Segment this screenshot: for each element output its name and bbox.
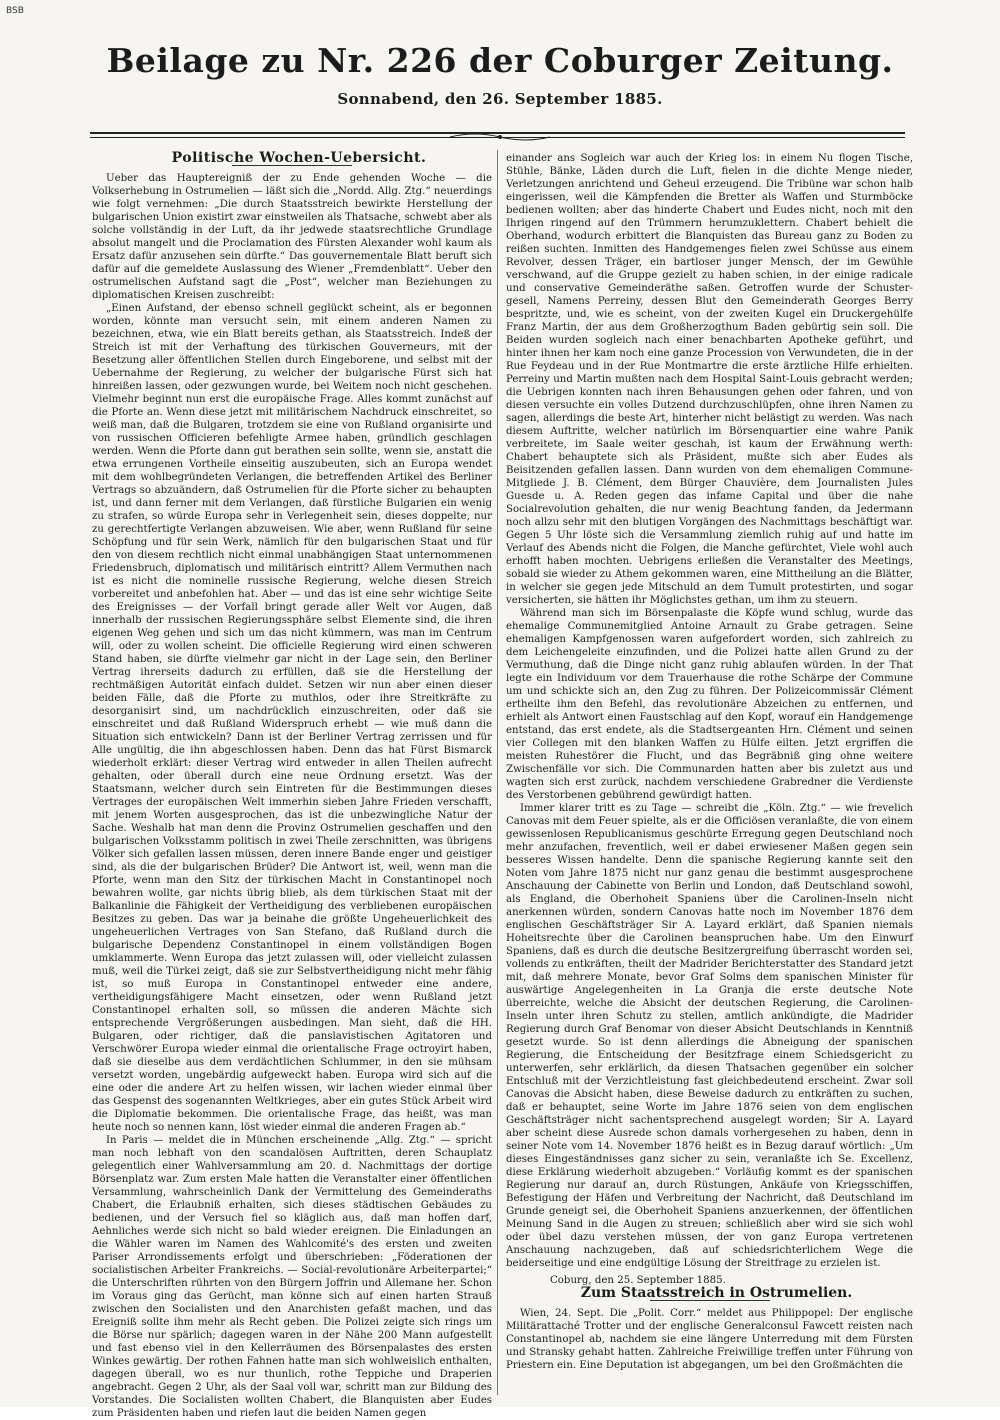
page-title: Beilage zu Nr. 226 der Coburger Zeitung. bbox=[106, 41, 894, 80]
right-column bbox=[506, 152, 913, 1372]
library-stamp: BSB bbox=[6, 6, 24, 16]
article-paragraph: Immer klarer tritt es zu Tage — schreibt die „Köln. Ztg.“ — wie frevelich Canovas mit dem Feuer spielte, als er die Officiösen veranlaßte, die von einem gewissenlosen Republicanismus geschürte Erregung gegen Deutschland noch mehr anzufachen, freventlich, weil er dabei erwiesener Maßen gegen sein besseres Wissen handelte. Denn die spanische Regierung kannte seit den Noten vom Jahre 1875 nicht nur ganz genau die bestimmt ausgesprochene Anschauung der Cabinette von Berlin und London, daß Deutschland sowohl, als England, die Oberhoheit Spaniens über die Carolinen-Inseln nicht anerkennen würden, sondern Canovas hatte noch im November 1876 dem englischen Geschäftsträger Sir A. Layard erklärt, daß Spanien niemals Hoheitsrechte über die Carolinen beanspruchen habe. Um den Einwurf Spaniens, daß es durch die deutsche Besitzergreifung überrascht worden sei, vollends zu entkräften, theilt der Madrider Berichterstatter des Standard jetzt mit, daß mehrere Monate, bevor Graf Solms dem spanischen Minister für auswärtige Angelegenheiten in La Granja die erste deutsche Note überreichte, welche die Absicht der deutschen Regierung, die Carolinen-Inseln unter ihren Schutz zu stellen, amtlich ankündigte, die Madrider Regierung durch Graf Benomar von dieser Absicht Deutschlands in Kenntniß gesetzt wurde. So ist denn allerdings die Abneigung der spanischen Regierung, die Entscheidung der Besitzfrage einem Schiedsgericht zu unterwerfen, sehr erklärlich, da diesen Thatsachen gegenüber ein solcher Entschluß mit der Verzichtleistung fast gleichbedeutend erscheint. Zwar soll Canovas die Absicht haben, diese Beweise dadurch zu entkräften zu suchen, daß er behauptet, seine Worte im Jahre 1876 seien von dem englischen Geschäftsträger nicht sachentsprechend ausgelegt worden; Sir A. Layard aber scheint diese Ausrede schon damals vorhergesehen zu haben, denn in seiner Note vom 14. November 1876 heißt es in Bezug darauf wörtlich: „Um dieses Eingeständnisses ganz sicher zu sein, veranlaßte ich Se. Excellenz, diese Erklärung wiederholt abzugeben.“ Vorläufig kommt es der spanischen Regierung nur darauf an, durch Rüstungen, Ankäufe von Kriegsschiffen, Befestigung der Häfen und Verbreitung der Nachricht, daß Deutschland im Grunde geneigt sei, die Oberhoheit Spaniens anzuerkennen, der öffentlichen Meinung Sand in die Augen zu streuen; schließlich aber wird sie sich wohl oder übel dazu verstehen müssen, der von ganz Europa vertretenen Anschauung nachzugeben, daß auf schiedsrichterlichem Wege die beiderseitige und eine endgültige Lösung der Streitfrage zu erzielen ist. bbox=[506, 803, 913, 1269]
issue-date: Sonnabend, den 26. September 1885. bbox=[337, 89, 663, 108]
article-paragraph: In Paris — meldet die in München erscheinende „Allg. Ztg.“ — spricht man noch lebhaft von den scandalösen Auftritten, deren Schauplatz gelegentlich einer Wahlversammlung am 20. d. Nachmittags der dortige Börsenplatz war. Zum ersten Male hatten die Veranstalter einer öffentlichen Versammlung, wahrscheinlich Dank der Vermittelung des Gemeinderaths Chabert, die Erlaubniß erhalten, sich dieses städtischen Gebäudes zu bedienen, und der Versuch fiel so kläglich aus, daß man hoffen darf, Aehnliches werde sich nicht so bald wieder ereignen. Die Einladungen an die Wähler waren im Namen des Wahlcomité's des ersten und zweiten Pariser Arrondissements erfolgt und überschrieben: „Föderationen der socialistischen Arbeiter Frankreichs. — Social-revolutionäre Arbeiterpartei;“ die Unterschriften rührten von den Bürgern Joffrin und Allemane her. Schon im Voraus ging das Gerücht, man könne sich auf einen harten Strauß zwischen den Socialisten und den Anarchisten gefaßt machen, und das Ereigniß sollte ihm mehr als Recht geben. Die Polizei zeigte sich rings um die Börse nur spärlich; dagegen waren in der Nähe 200 Mann aufgestellt und fast ebenso viel in den Kellerräumen des Börsenpalastes des ersten Winkes gewärtig. Der rothen Fahnen hatte man sich wohlweislich enthalten, dagegen überall, wo es nur thunlich, rothe Teppiche und Draperien angebracht. Gegen 2 Uhr, als der Saal voll war, schritt man zur Bildung des Vorstandes. Die Socialisten wollten Chabert, die Blanquisten aber Eudes zum Präsidenten haben und riefen laut die beiden Namen gegen bbox=[92, 1135, 492, 1419]
signoff-line: Coburg, den 25. September 1885. bbox=[550, 1275, 726, 1286]
ornament-icon bbox=[440, 131, 560, 145]
left-column bbox=[92, 152, 492, 1420]
article-paragraph: „Einen Aufstand, der ebenso schnell geglückt scheint, als er begonnen worden, könnte man versucht sein, mit einem anderen Namen zu bezeichnen, etwa, wie ein Blatt bereits gethan, als Staatsstreich. Indeß der Streich ist mit der Verhaftung des türkischen Gouverneurs, mit der Besetzung aller öffentlichen Stellen durch Eingeborene, und selbst mit der Uebernahme der Regierung, zu welcher der bulgarische Fürst sich hat hinreißen lassen, oder gezwungen wurde, bei Weitem noch nicht geschehen. Vielmehr beginnt nun erst die europäische Frage. Alles kommt zunächst auf die Pforte an. Wenn diese jetzt mit militärischem Nachdruck einschreitet, so weiß man, daß die Bulgaren, trotzdem sie eine von Rußland organisirte und von russischen Officieren befehligte Armee haben, gründlich geschlagen werden. Wenn die Pforte dann gut berathen sein sollte, wenn sie, anstatt die etwa errungenen Vortheile einseitig auszubeuten, sich an Europa wendet mit dem wohlbegründeten Verlangen, die betreffenden Artikel des Berliner Vertrags so abzuändern, daß Ostrumelien für die Pforte sicher zu behaupten ist, und dann ferner mit dem Verlangen, daß fürstliche Bulgarien ein wenig zu strafen, so würde Europa sehr in Verlegenheit sein, dieses doppelte, nur zu gerechtfertigte Verlangen abzuweisen. Wie aber, wenn Rußland für seine Schöpfung und für sein Werk, nämlich für den bulgarischen Staat und für den von diesem rechtlich nicht einmal unabhängigen Staat unternommenen Friedensbruch, diplomatisch und militärisch eintritt? Allem Vermuthen nach ist es nicht die nominelle russische Regierung, welche diesen Streich vorbereitet und anbefohlen hat. Aber — und das ist eine sehr wichtige Seite des Ereignisses — der Vorfall bringt gerade aller Welt vor Augen, daß innerhalb der russischen Regierungssphäre selbst Elemente sind, die ihren eigenen Weg gehen und sich um das nicht kümmern, was man im Centrum will, oder zu wollen scheint. Die officielle Regierung wird einen schweren Stand haben, sie dürfte vielmehr gar nicht in der Lage sein, den Berliner Vertrag ihrerseits dadurch zu erfüllen, daß sie die Herstellung der rechtmäßigen Autorität einfach duldet. Setzen wir nun aber einen dieser beiden Fälle, daß die Pforte zu muthlos, oder ihre Streitkräfte zu desorganisirt sind, um nachdrücklich einzuschreiten, oder daß sie einschreitet und daß Rußland Widerspruch erhebt — wie muß dann die Situation sich entwickeln? Dann ist der Berliner Vertrag zerrissen und für Alle ungültig, die ihn abgeschlossen haben. Denn das hat Fürst Bismarck wiederholt erklärt: dieser Vertrag wird entweder in allen Theilen aufrecht gehalten, oder überall durch eine neue Ordnung ersetzt. Was der Staatsmann, welcher durch sein Eintreten für die Bestimmungen dieses Vertrages der europäischen Welt immerhin sieben Jahre Frieden verschafft, mit jenem Worten ausgesprochen, das ist die unbezwingliche Natur der Sache. Weshalb hat man denn die Provinz Ostrumelien geschaffen und den bulgarischen Volksstamm politisch in zwei Theile zerschnitten, was übrigens Völker sich gefallen lassen müssen, deren innere Bande enger und geistiger sind, als die der bulgarischen Brüder? Die Antwort ist, weil, wenn man die Pforte, wenn man den Sitz der türkischen Macht in Constantinopel noch bewahren wollte, gar nichts übrig blieb, als dem türkischen Staat mit der Balkanlinie die Fähigkeit der Vertheidigung des verbliebenen europäischen Besitzes zu geben. Das war ja beinahe die größte Ungeheuerlichkeit des ungeheuerlichen Vertrages von San Stefano, daß Rußland durch die bulgarische Dependenz Constantinopel in einem vollständigen Bogen umklammerte. Wenn Europa das jetzt zulassen will, oder vielleicht zulassen muß, weil die Türkei zeigt, daß sie zur Selbstvertheidigung nicht mehr fähig ist, so muß Europa in Constantinopel entweder eine andere, vertheidigungsfähigere Macht einsetzen, oder wenn Rußland jetzt Constantinopel erhalten soll, so müssen die anderen Mächte sich entsprechende Vergrößerungen ausbedingen. Man sieht, daß die HH. Bulgaren, oder richtiger, daß die panslavistischen Agitatoren und Verschwörer Europa wieder einmal die orientalische Frage octroyirt haben, daß sie dieselbe aus dem verdächtlichen Schlummer, in den sie mühsam versetzt worden, ungebärdig aufgeweckt haben. Europa wird sich auf die eine oder die andere Art zu helfen wissen, wir lachen wieder einmal über das Gespenst des sogenannten Weltkrieges, aber ein gutes Stück Arbeit wird die Diplomatie bekommen. Die orientalische Frage, das heißt, was man heute noch so nennen kann, löst wieder einmal die anderen Fragen ab.“ bbox=[92, 303, 492, 1133]
masthead bbox=[60, 42, 940, 108]
section-heading: Politische Wochen-Uebersicht. bbox=[171, 150, 427, 166]
column-divider bbox=[497, 150, 498, 1395]
article-paragraph: einander ans Sogleich war auch der Krieg los: in einem Nu flogen Tische, Stühle, Bänke, Läden durch die Luft, fielen in die dichte Menge nieder, Verletzungen anrichtend und Geheul erzeugend. Die Tribüne war schon halb eingerissen, weil die Kämpfenden die Bretter als Waffen und Sturmböcke bedienen wollten; aber das hinderte Chabert und Eudes nicht, noch mit den Ihrigen ringend auf den Trümmern herumzuklettern. Chabert behielt die Oberhand, wodurch erbittert die Blanquisten das Bureau ganz zu Boden zu reißen suchten. Inmitten des Handgemenges fielen zwei Schüsse aus einem Revolver, dessen Träger, ein bartloser junger Mensch, der im Gewühle verschwand, auf die Gruppe gezielt zu haben schien, in der einige radicale und conservative Gemeinderäthe saßen. Getroffen wurde der Schuster- gesell, Namens Perreiny, dessen Blut den Gemeinderath Georges Berry bespritzte, und, wie es scheint, von der zweiten Kugel ein Druckergehülfe Franz Martin, der aus dem Großherzogthum Baden gebürtig sein soll. Die Beiden wurden sogleich nach einer benachbarten Apotheke geführt, und hinter ihnen her kam noch eine ganze Procession von Verwundeten, die in der Rue Feydeau und in der Rue Montmartre die erste ärztliche Hilfe erhielten. Perreiny und Martin mußten nach dem Hospital Saint-Louis gebracht werden; die Uebrigen konnten nach ihren Behausungen gehen oder fahren, und von diesen versuchte ein volles Dutzend durchzuschlüpfen, ohne ihren Namen zu sagen, allerdings die beste Art, hinterher nicht belästigt zu werden. Was nach diesem Auftritte, welcher natürlich im Börsenquartier eine wahre Panik verbreitete, im Saale weiter geschah, ist kaum der Erwähnung werth: Chabert behauptete sich als Präsident, mußte sich aber Eudes als Beisitzenden gefallen lassen. Dann wurden von dem ehemaligen Commune-Mitgliede J. B. Clément, dem Bürger Chauvière, dem Journalisten Jules Guesde u. A. Reden gegen das infame Capital und über die nahe Socialrevolution gehalten, die nur wenig Beachtung fanden, da Jedermann noch allzu sehr mit den blutigen Vorgängen des Nachmittags beschäftigt war. Gegen 5 Uhr löste sich die Versammlung ziemlich ruhig auf und hatte im Verlauf des Abends nicht die Folgen, die Manche gefürchtet, Viele wohl auch erhofft haben mochten. Uebrigens erließen die Veranstalter des Meetings, sobald sie wieder zu Athem gekommen waren, eine Mittheilung an die Blätter, in welcher sie gegen jede Mitschuld an dem Tumult protestirten, und sogar versicherten, sie hätten ihr Möglichstes gethan, um ihm zu steuern. bbox=[506, 153, 913, 606]
article-paragraph: Während man sich im Börsenpalaste die Köpfe wund schlug, wurde das ehemalige Communemitglied Antoine Arnault zu Grabe getragen. Seine ehemaligen Kampfgenossen waren aufgefordert worden, sich zahlreich zu dem Leichengeleite einzufinden, und die Polizei hatte allen Grund zu der Vermuthung, daß die Dinge nicht ganz ruhig ablaufen würden. In der That legte ein Individuum vor dem Trauerhause die rothe Schärpe der Commune um und schickte sich an, den Zug zu führen. Der Polizeicommissär Clément ertheilte ihm den Befehl, das revolutionäre Abzeichen zu entfernen, und erhielt als Antwort einen Faustschlag auf den Kopf, worauf ein Handgemenge entstand, das erst endete, als die Stadtsergeanten Hrn. Clément und seinen vier Collegen mit den blanken Waffen zu Hülfe eilten. Jetzt ergriffen die meisten Ruhestörer die Flucht, und das Begräbniß ging ohne weitere Zwischenfälle vor sich. Die Communarden hatten aber bis zuletzt aus und wagten sich erst zurück, nachdem verschiedene Grabredner die Verdienste des Verstorbenen gebührend gewürdigt hatten. bbox=[506, 608, 913, 801]
article-paragraph: Wien, 24. Sept. Die „Polit. Corr.“ meldet aus Philippopel: Der englische Militärattaché Trotter und der englische Generalconsul Fawcett reisten nach Constantinopel ab, nachdem sie eine längere Unterredung mit dem Fürsten und Stransky gehabt hatten. Zahlreiche Freiwillige treffen unter Führung von Priestern ein. Eine Deputation ist abgegangen, um bei den Großmächten die bbox=[506, 1308, 913, 1371]
section-heading-2: Zum Staatsstreich in Ostrumelien. bbox=[580, 1285, 853, 1301]
article-paragraph: Ueber das Hauptereigniß der zu Ende gehenden Woche — die Volkserhebung in Ostrumelien — läßt sich die „Nordd. Allg. Ztg.“ neuerdings wie folgt vernehmen: „Die durch Staatsstreich bewirkte Herstellung der bulgarischen Union existirt zwar einstweilen als Thatsache, schwebt aber als solche vollständig in der Luft, da ihr jedwede staatsrechtliche Grundlage absolut mangelt und die Proclamation des Fürsten Alexander wohl kaum als Ersatz dafür anzusehen sein dürfte.“ Das gouvernementale Blatt beruft sich dafür auf die gemeldete Auslassung des Wiener „Fremdenblatt“. Ueber den ostrumelischen Aufstand sagt die „Post“, welcher man Beziehungen zu diplomatischen Kreisen zuschreibt: bbox=[92, 173, 492, 301]
